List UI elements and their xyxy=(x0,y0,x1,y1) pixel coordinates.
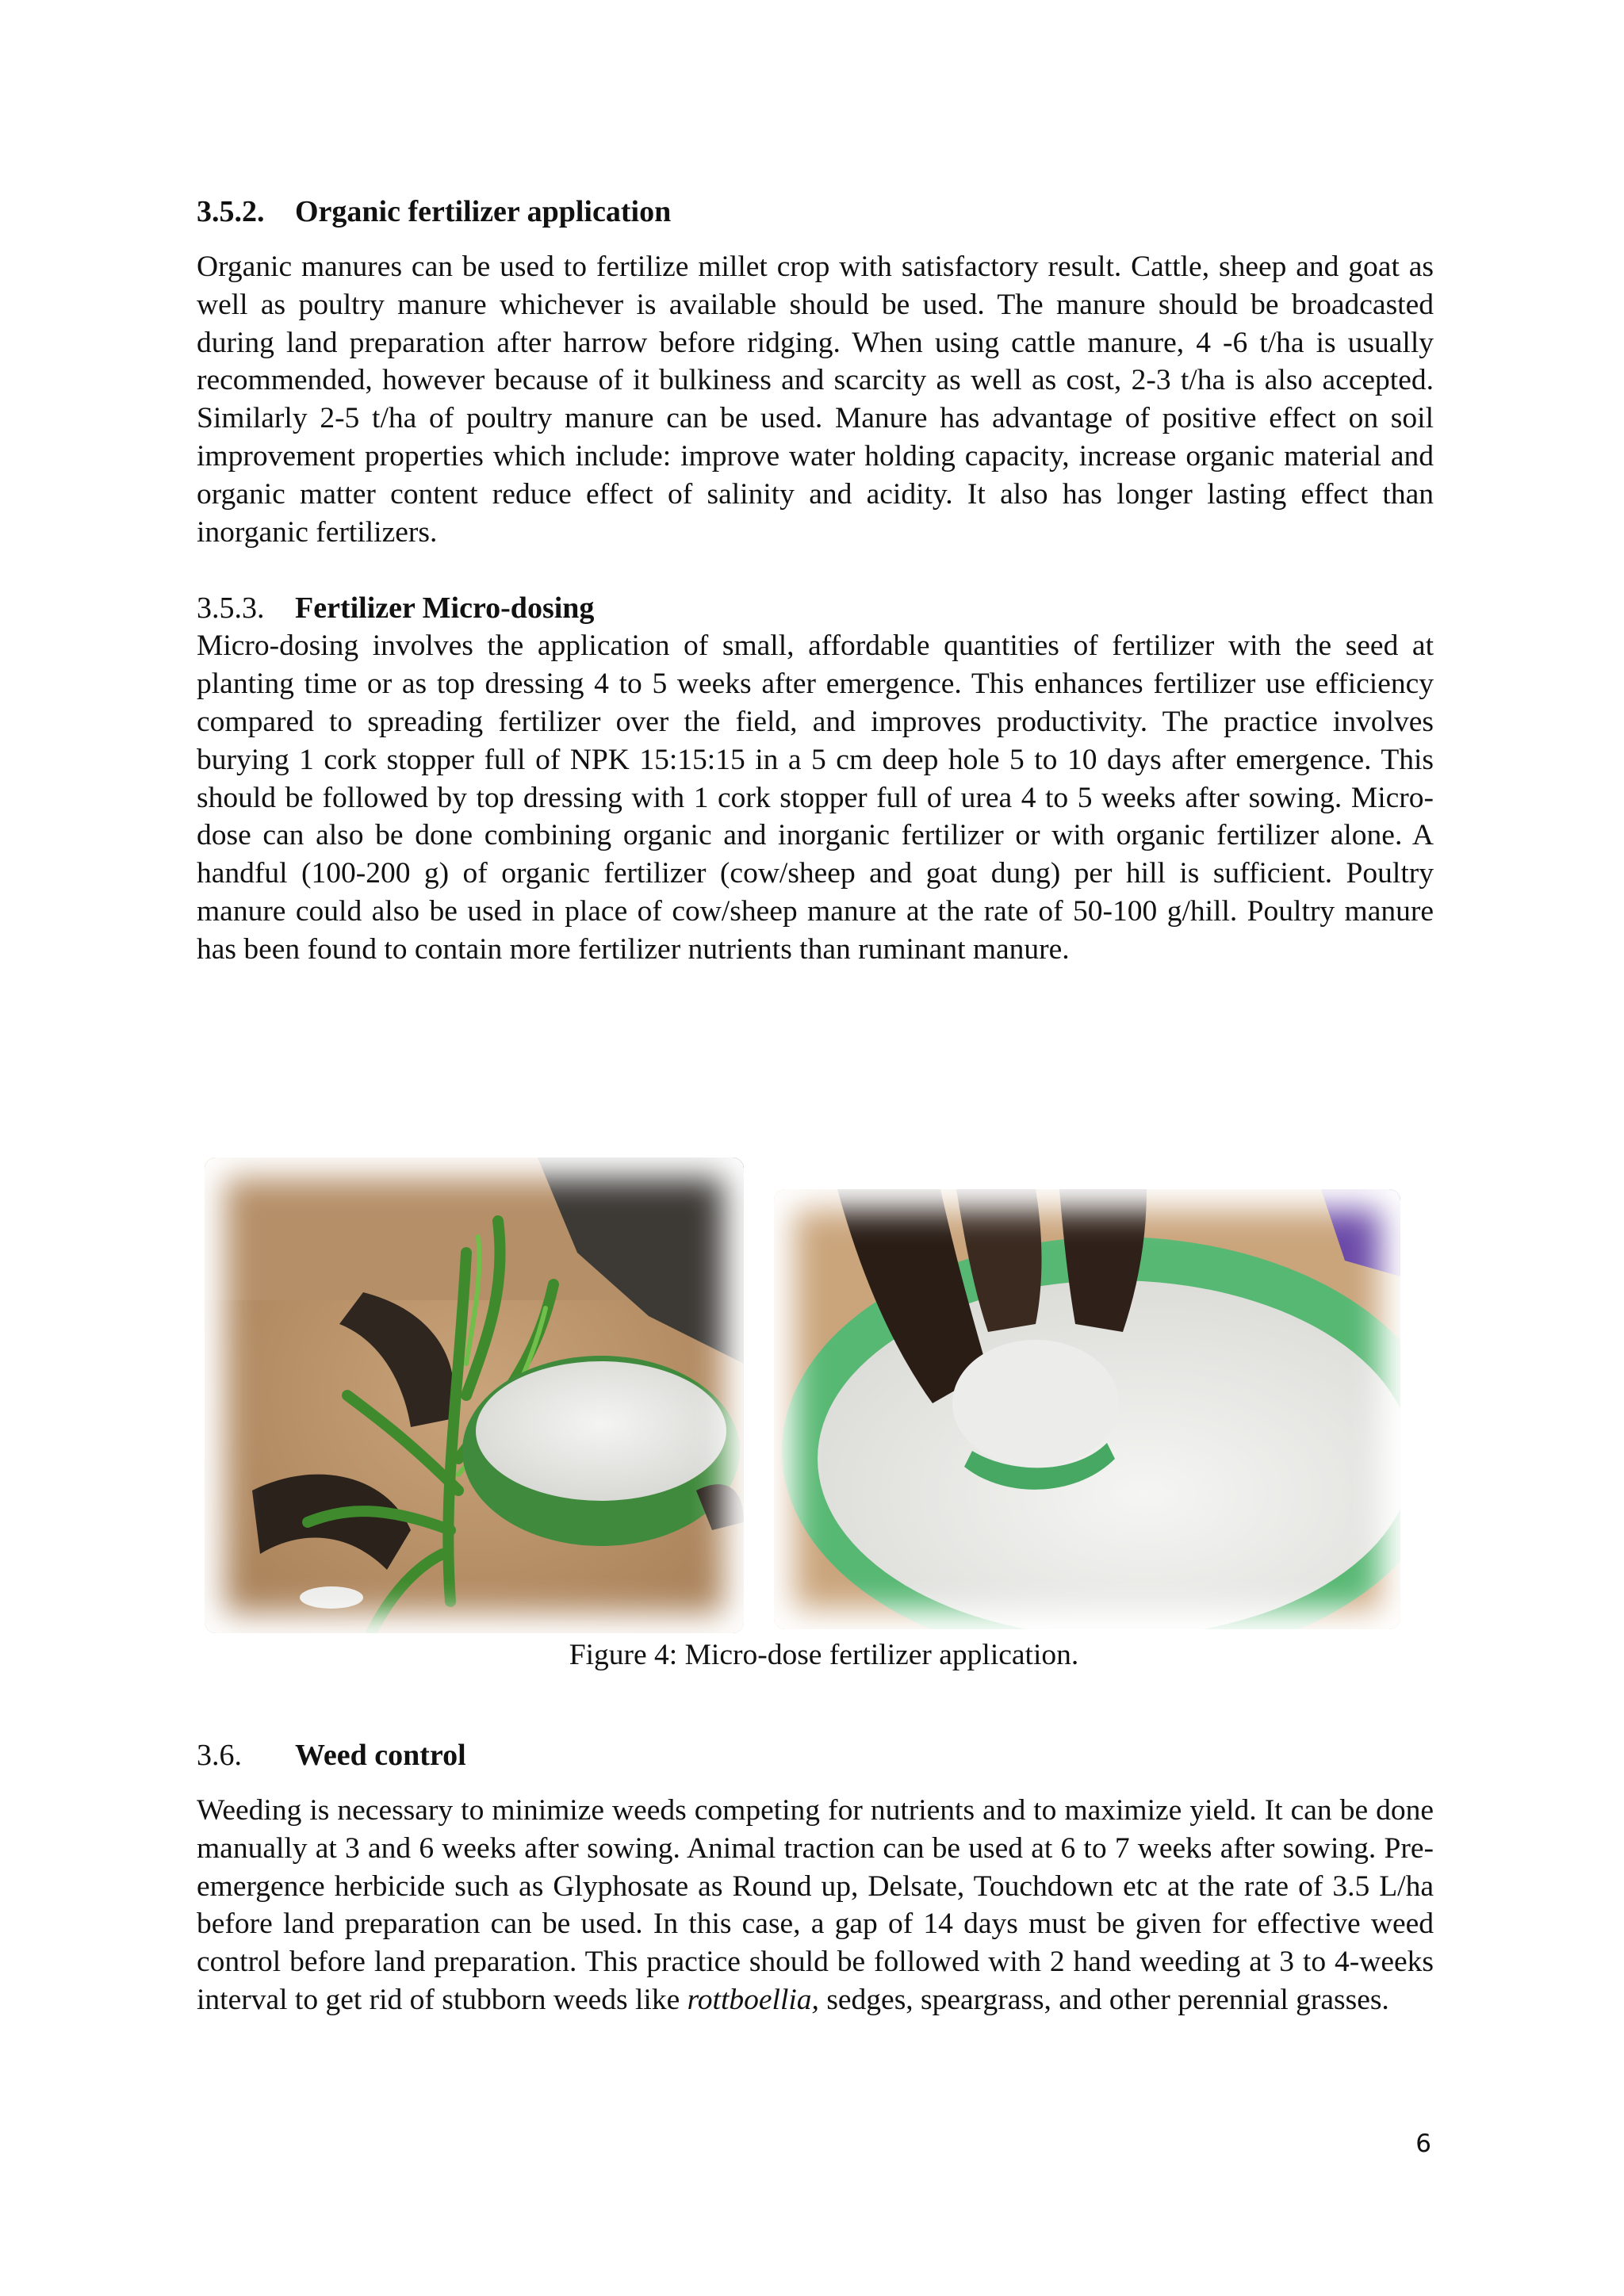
weed-paragraph xyxy=(197,1792,1434,2019)
section-title: Weed control xyxy=(295,1739,466,1772)
section-heading-weed xyxy=(197,1736,1434,1774)
section-number: 3.5.3. xyxy=(197,591,265,626)
top-content xyxy=(197,193,1434,969)
section-number: 3.6. xyxy=(197,1739,242,1772)
figure-caption: Figure 4: Micro-dose fertilizer application. xyxy=(569,1639,1079,1671)
section-title: Fertilizer Micro-dosing xyxy=(295,591,595,626)
weed-text-b: sedges, speargrass, and other perennial grasses. xyxy=(818,1983,1389,2016)
page-number: 6 xyxy=(1415,2130,1431,2158)
organic-paragraph: Organic manures can be used to fertilize millet crop with satisfactory result. Cattle, sheep and goat as well as poultry manure whichever is available should be used. The manure should be broadcasted during land preparation after harrow before ridging. When using cattle manure, 4 -6 t/ha is usually recommended, however because of it bulkiness and scarcity as well as cost, 2-3 t/ha is also accepted. Similarly 2-5 t/ha of poultry manure can be used. Manure has advantage of positive effect on soil improvement properties which include: improve water holding capacity, increase organic material and organic matter content reduce effect of salinity and acidity. It also has longer lasting effect than inorganic fertilizers. xyxy=(197,251,1434,549)
photo-fertilizer-granules-handful xyxy=(774,1189,1400,1629)
section-heading-organic xyxy=(197,193,1434,231)
section-heading-microdosing xyxy=(197,589,1434,627)
section-number: 3.5.2. xyxy=(197,195,265,228)
photo-seedling-fertilizer-bowl xyxy=(205,1158,744,1633)
section-title: Organic fertilizer application xyxy=(295,195,672,228)
figure-4 xyxy=(205,1158,1426,1633)
microdosing-paragraph: Micro-dosing involves the application of small, affordable quantities of fertilizer with the seed at planting time or as top dressing 4 to 5 weeks after emergence. This enhances fertilizer use efficiency compared to spreading fertilizer over the field, and improves productivity. The practice involves burying 1 cork stopper full of NPK 15:15:15 in a 5 cm deep hole 5 to 10 days after emergence. This should be followed by top dressing with 1 cork stopper full of urea 4 to 5 weeks after sowing. Micro-dose can also be done combining organic and inorganic fertilizer or with organic fertilizer alone. A handful (100-200 g) of organic fertilizer (cow/sheep and goat dung) per hill is sufficient. Poultry manure could also be used in place of cow/sheep manure at the rate of 50-100 g/hill. Poultry manure has been found to contain more fertilizer nutrients than ruminant manure. xyxy=(197,629,1434,966)
weed-section xyxy=(197,1736,1434,2019)
weed-italic-term: rottboellia, xyxy=(687,1983,819,2016)
weed-text-a: Weeding is necessary to minimize weeds competing for nutrients and to maximize yield. It can be done manually at 3 and 6 weeks after sowing. Animal traction can be used at 6 to 7 weeks after sowing. Pre-emergence herbicide such as Glyphosate as Round up, Delsate, Touchdown etc at the rate of 3.5 L/ha before land preparation can be used. In this case, a gap of 14 days must be given for effective weed control before land preparation. This practice should be followed with 2 hand weeding at 3 to 4-weeks interval to get rid of stubborn weeds like xyxy=(197,1794,1434,2016)
